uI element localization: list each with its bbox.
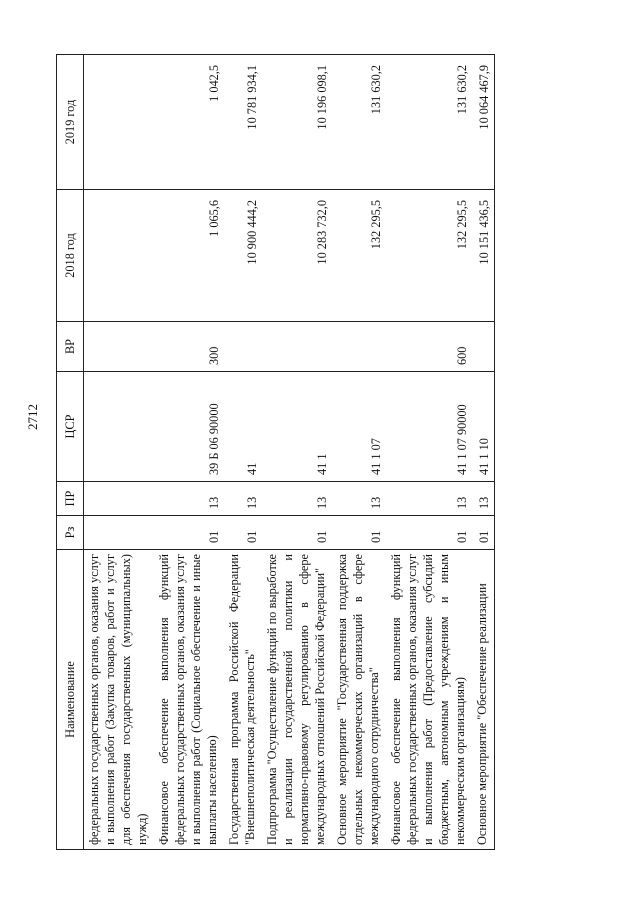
row-2019 bbox=[84, 55, 154, 190]
row-csr bbox=[84, 372, 154, 482]
rotated-page bbox=[56, 55, 596, 850]
row-2018: 1 065,6 bbox=[154, 190, 224, 322]
row-csr: 41 1 10 bbox=[472, 372, 494, 482]
row-csr: 41 bbox=[224, 372, 262, 482]
row-2019: 10 781 934,1 bbox=[224, 55, 262, 190]
row-vr bbox=[472, 322, 494, 372]
row-csr: 41 1 07 90000 bbox=[386, 372, 472, 482]
header-2019: 2019 год bbox=[57, 55, 84, 190]
table-row bbox=[224, 55, 262, 850]
header-name: Наименование bbox=[57, 550, 84, 850]
row-name: Основное мероприятие "Обеспечение реализации bbox=[472, 550, 494, 850]
row-vr bbox=[84, 322, 154, 372]
row-name: Подпрограмма "Осуществление функций по выработке и реализации государственной политики и нормативно-правовому регулированию в сфере международных отношений Российской Федерации" bbox=[262, 550, 332, 850]
row-vr: 600 bbox=[386, 322, 472, 372]
table-row bbox=[472, 55, 494, 850]
row-name: Основное мероприятие "Государственная поддержка отдельных некоммерческих организаций в сфере международного сотрудничества" bbox=[332, 550, 386, 850]
row-vr bbox=[224, 322, 262, 372]
row-pr: 13 bbox=[224, 482, 262, 516]
header-2018: 2018 год bbox=[57, 190, 84, 322]
row-pr: 13 bbox=[262, 482, 332, 516]
row-vr bbox=[262, 322, 332, 372]
row-pr: 13 bbox=[472, 482, 494, 516]
table-row bbox=[154, 55, 224, 850]
row-pr: 13 bbox=[154, 482, 224, 516]
header-rz: Рз bbox=[57, 516, 84, 550]
row-2018: 10 283 732,0 bbox=[262, 190, 332, 322]
row-2018: 132 295,5 bbox=[386, 190, 472, 322]
table-row bbox=[332, 55, 386, 850]
row-name: Финансовое обеспечение выполнения функций федеральных государственных органов, оказания услуг и выполнения работ (Социальное обеспечение и иные выплаты населению) bbox=[154, 550, 224, 850]
row-name: Финансовое обеспечение выполнения функций федеральных государственных органов, оказания услуг и выполнения работ (Предоставление субсидий бюджетным, автономным учреждениям и иным некоммерческим организациям) bbox=[386, 550, 472, 850]
budget-table bbox=[56, 54, 495, 850]
header-csr: ЦСР bbox=[57, 372, 84, 482]
row-rz: 01 bbox=[154, 516, 224, 550]
header-vr: ВР bbox=[57, 322, 84, 372]
row-vr: 300 bbox=[154, 322, 224, 372]
row-pr bbox=[84, 482, 154, 516]
row-2018: 10 900 444,2 bbox=[224, 190, 262, 322]
row-csr: 41 1 bbox=[262, 372, 332, 482]
row-2019: 10 196 098,1 bbox=[262, 55, 332, 190]
row-rz: 01 bbox=[386, 516, 472, 550]
row-rz: 01 bbox=[472, 516, 494, 550]
row-2019: 131 630,2 bbox=[386, 55, 472, 190]
table-row bbox=[262, 55, 332, 850]
row-2019: 10 064 467,9 bbox=[472, 55, 494, 190]
row-rz: 01 bbox=[262, 516, 332, 550]
row-name: Государственная программа Российской Федерации "Внешнеполитическая деятельность" bbox=[224, 550, 262, 850]
row-pr: 13 bbox=[332, 482, 386, 516]
row-2018 bbox=[84, 190, 154, 322]
row-csr: 39 Б 06 90000 bbox=[154, 372, 224, 482]
row-rz bbox=[84, 516, 154, 550]
row-name: федеральных государственных органов, оказания услуг и выполнения работ (Закупка товаров, работ и услуг для обеспечения государственных (муниципальных) нужд) bbox=[84, 550, 154, 850]
row-2018: 132 295,5 bbox=[332, 190, 386, 322]
header-pr: ПР bbox=[57, 482, 84, 516]
row-rz: 01 bbox=[224, 516, 262, 550]
row-2018: 10 151 436,5 bbox=[472, 190, 494, 322]
table-row bbox=[386, 55, 472, 850]
row-2019: 131 630,2 bbox=[332, 55, 386, 190]
row-2019: 1 042,5 bbox=[154, 55, 224, 190]
row-csr: 41 1 07 bbox=[332, 372, 386, 482]
table-row bbox=[84, 55, 154, 850]
table-header-row bbox=[57, 55, 84, 850]
row-pr: 13 bbox=[386, 482, 472, 516]
row-vr bbox=[332, 322, 386, 372]
page-number: 2712 bbox=[25, 404, 40, 430]
row-rz: 01 bbox=[332, 516, 386, 550]
